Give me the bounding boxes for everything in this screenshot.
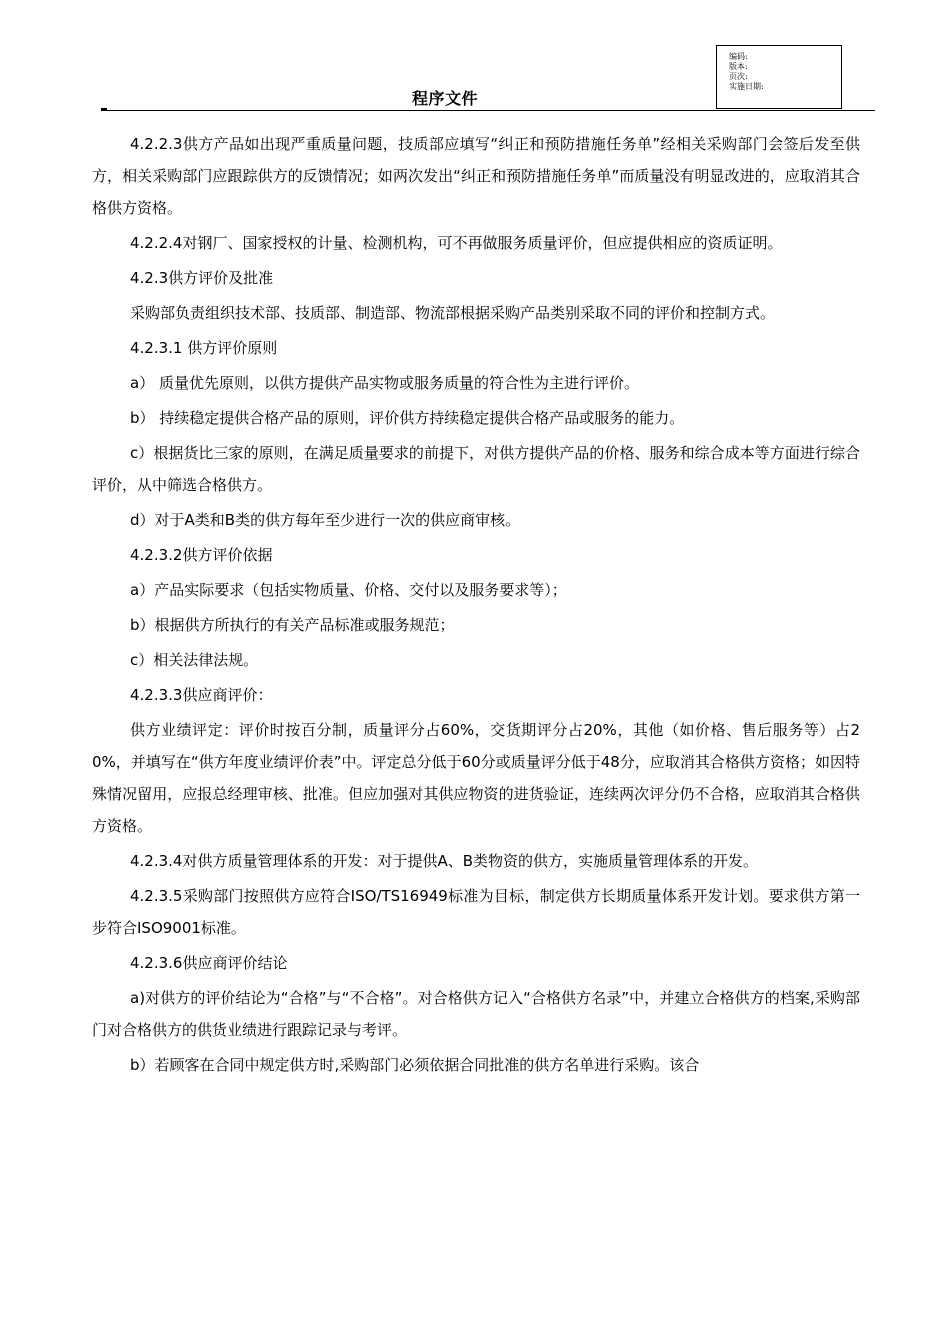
section-heading-4-2-3-2: 4.2.3.2供方评价依据 <box>130 546 273 564</box>
info-page: 页次: <box>729 72 748 81</box>
list-item-d-audit: d）对于A类和B类的供方每年至少进行一次的供应商审核。 <box>130 511 521 529</box>
list-item-b-stability: b） 持续稳定提供合格产品的原则，评价供方持续稳定提供合格产品或服务的能力。 <box>130 409 685 427</box>
header-divider <box>103 110 875 111</box>
document-title: 程序文件 <box>412 89 479 108</box>
info-effective-date: 实施日期: <box>729 82 764 91</box>
section-heading-4-2-3-3: 4.2.3.3供应商评价： <box>130 686 273 704</box>
document-info-box <box>716 45 842 109</box>
paragraph-4-2-2-4: 4.2.2.4对钢厂、国家授权的计量、检测机构，可不再做服务质量评价，但应提供相应的资质证明。 <box>130 234 783 252</box>
paragraph-4-2-3-5: 4.2.3.5采购部门按照供方应符合ISO/TS16949标准为目标，制定供方长期质量体系开发计划。要求供方第一步符合ISO9001标准。 <box>92 887 860 937</box>
paragraph-4-2-2-3: 4.2.2.3供方产品如出现严重质量问题，技质部应填写“纠正和预防措施任务单”经相关采购部门会签后发至供方，相关采购部门应跟踪供方的反馈情况；如两次发出“纠正和预防措施任务单”而质量没有明显改进的，应取消其合格供方资格。 <box>92 135 860 217</box>
list-item-b-standards: b）根据供方所执行的有关产品标准或服务规范； <box>130 616 455 634</box>
document-body <box>92 128 860 1084</box>
info-version: 版本: <box>729 62 748 71</box>
section-heading-4-2-3-1: 4.2.3.1 供方评价原则 <box>130 339 278 357</box>
info-code: 编码: <box>729 52 748 61</box>
paragraph-performance-rating: 供方业绩评定：评价时按百分制，质量评分占60%，交货期评分占20%，其他（如价格、售后服务等）占20%，并填写在“供方年度业绩评价表”中。评定总分低于60分或质量评分低于48分，应取消其合格供方资格；如因特殊情况留用，应报总经理审核、批准。但应加强对其供应物资的进货验证，连续两次评分仍不合格，应取消其合格供方资格。 <box>92 721 860 835</box>
list-item-a-conclusion: a)对供方的评价结论为“合格”与“不合格”。对合格供方记入“合格供方名录”中，并建立合格供方的档案,采购部门对合格供方的供货业绩进行跟踪记录与考评。 <box>92 989 860 1039</box>
list-item-c-comparison: c）根据货比三家的原则，在满足质量要求的前提下，对供方提供产品的价格、服务和综合成本等方面进行综合评价，从中筛选合格供方。 <box>92 444 860 494</box>
paragraph-4-2-3-4: 4.2.3.4对供方质量管理体系的开发：对于提供A、B类物资的供方，实施质量管理体系的开发。 <box>130 852 759 870</box>
list-item-c-laws: c）相关法律法规。 <box>130 651 259 669</box>
paragraph-intro-4-2-3: 采购部负责组织技术部、技质部、制造部、物流部根据采购产品类别采取不同的评价和控制方式。 <box>130 304 776 322</box>
section-heading-4-2-3: 4.2.3供方评价及批准 <box>130 269 274 287</box>
list-item-a-quality: a） 质量优先原则，以供方提供产品实物或服务质量的符合性为主进行评价。 <box>130 374 639 392</box>
list-item-a-requirements: a）产品实际要求（包括实物质量、价格、交付以及服务要求等）； <box>130 581 567 599</box>
list-item-b-customer-specified: b）若顾客在合同中规定供方时,采购部门必须依据合同批准的供方名单进行采购。该合 <box>130 1056 700 1074</box>
section-heading-4-2-3-6: 4.2.3.6供应商评价结论 <box>130 954 288 972</box>
